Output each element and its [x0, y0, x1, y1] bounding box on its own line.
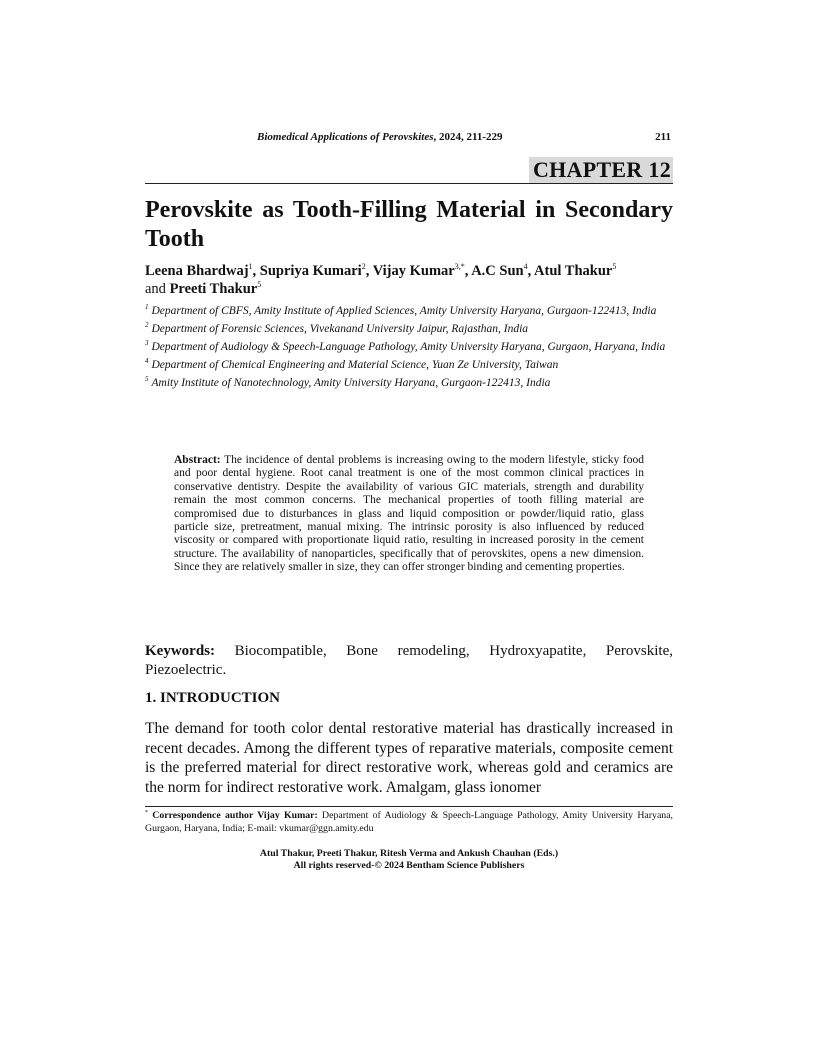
author-separator: ,	[527, 263, 535, 279]
affiliation-text: Amity Institute of Nanotechnology, Amity University Haryana, Gurgaon-122413, India	[151, 377, 551, 389]
affiliation	[145, 340, 673, 355]
affiliation-number: 3	[145, 339, 149, 347]
affiliation-text: Department of Chemical Engineering and Material Science, Yuan Ze University, Taiwan	[151, 359, 559, 371]
affiliation-text: Department of CBFS, Amity Institute of Applied Sciences, Amity University Haryana, Gurgaon-122413, India	[151, 305, 657, 317]
author-list	[145, 262, 673, 298]
author-name: A.C Sun	[471, 263, 524, 279]
copyright-line: All rights reserved-© 2024 Bentham Science Publishers	[293, 860, 525, 871]
footnote-text: Department of Audiology & Speech-Language Pathology, Amity University Haryana, Gurgaon, Haryana, India; E-mail: vkumar@ggn.amity.edu	[145, 810, 673, 834]
affiliation-number: 2	[145, 321, 149, 329]
author-conjunction: and	[145, 281, 166, 297]
author-affil-marker: 3,*	[454, 262, 465, 271]
chapter-label: CHAPTER 12	[529, 157, 673, 183]
footnote-label: Correspondence author Vijay Kumar:	[152, 810, 318, 821]
journal-title: Biomedical Applications of Perovskites	[257, 131, 434, 143]
section-heading: 1. INTRODUCTION	[145, 690, 281, 706]
keywords	[145, 642, 673, 680]
abstract-label: Abstract:	[174, 454, 221, 466]
affiliation-text: Department of Audiology & Speech-Language Pathology, Amity University Haryana, Gurgaon, Haryana, India	[151, 341, 666, 353]
journal-citation	[257, 131, 503, 143]
affiliation	[145, 376, 673, 391]
intro-paragraph: The demand for tooth color dental restorative material has drastically increased in recent decades. Among the different types of reparative materials, composite cement is the preferred material for direct restorative work, whereas gold and ceramics are the norm for indirect restorative work. Amalgam, glass ionomer	[145, 720, 673, 796]
affiliation-number: 1	[145, 303, 149, 311]
chapter-header	[145, 157, 673, 184]
author-separator: ,	[252, 263, 260, 279]
chapter-title: Perovskite as Tooth-Filling Material in Secondary Tooth	[145, 197, 673, 252]
author-name: Leena Bhardwaj	[145, 263, 249, 279]
keywords-label: Keywords:	[145, 643, 215, 659]
affiliation	[145, 322, 673, 337]
author-name: Preeti Thakur	[169, 281, 258, 297]
footnote-marker: *	[145, 810, 148, 816]
author-name: Vijay Kumar	[372, 263, 455, 279]
author-affil-marker: 1	[248, 262, 253, 271]
author-affil-marker: 5	[612, 262, 617, 271]
affiliation-number: 4	[145, 357, 149, 365]
affiliation-list	[145, 304, 673, 394]
footnote-divider	[145, 806, 673, 807]
author-separator: ,	[365, 263, 373, 279]
affiliation	[145, 304, 673, 319]
author-affil-marker: 4	[523, 262, 528, 271]
keywords-text: Biocompatible, Bone remodeling, Hydroxyapatite, Perovskite, Piezoelectric.	[145, 643, 674, 678]
author-name: Supriya Kumari	[259, 263, 362, 279]
author-name: Atul Thakur	[534, 263, 613, 279]
affiliation	[145, 358, 673, 373]
affiliation-number: 5	[145, 375, 149, 383]
page-number: 211	[655, 131, 671, 143]
abstract	[174, 454, 644, 575]
journal-year-pages: , 2024, 211-229	[433, 131, 503, 143]
running-head	[145, 131, 673, 147]
affiliation-text: Department of Forensic Sciences, Vivekanand University Jaipur, Rajasthan, India	[151, 323, 529, 335]
editors-block	[145, 848, 673, 872]
correspondence-footnote	[145, 810, 673, 835]
abstract-text: The incidence of dental problems is increasing owing to the modern lifestyle, sticky food and poor dental hygiene. Root canal treatment is one of the most common clinical practices in conservative dentistry. Despite the availability of various GIC materials, strength and durability remain the most common concerns. The mechanical properties of tooth filling material are compromised due to disturbances in glass and liquid composition or powder/liquid ratio, glass particle size, pretreatment, manual mixing. The intrinsic porosity is also influenced by reduced viscosity or compared with proportionate liquid ratio, resulting in increased porosity in the cement structure. The availability of nanoparticles, specifically that of perovskites, opens a new dimension. Since they are relatively smaller in size, they can offer stronger binding and cementing properties.	[174, 454, 645, 574]
author-affil-marker: 2	[361, 262, 366, 271]
editors-line: Atul Thakur, Preeti Thakur, Ritesh Verma and Ankush Chauhan (Eds.)	[259, 848, 559, 859]
author-affil-marker: 5	[257, 280, 262, 289]
author-separator: ,	[464, 263, 472, 279]
